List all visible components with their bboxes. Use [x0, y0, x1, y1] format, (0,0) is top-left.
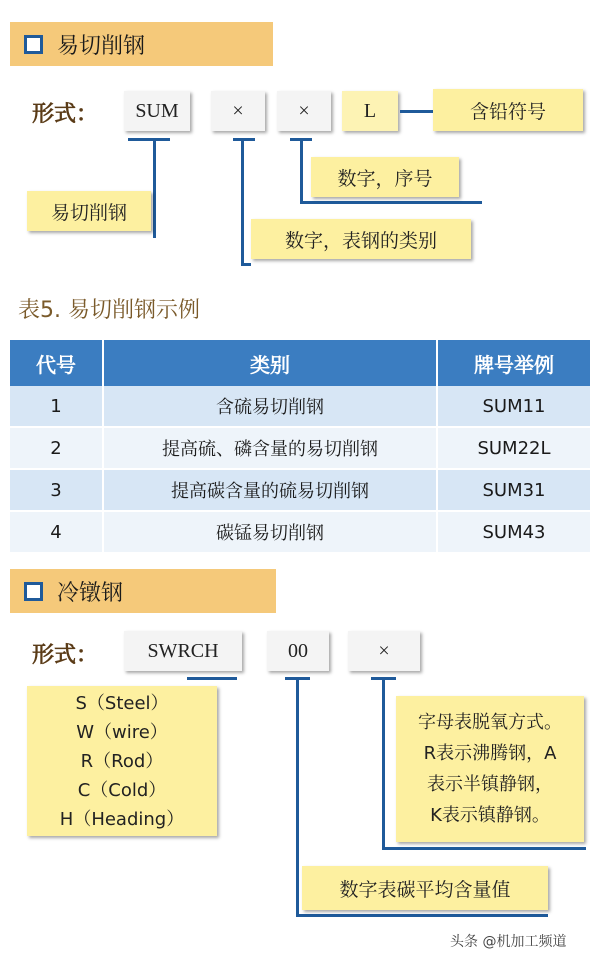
cell-code: 1 [10, 386, 103, 427]
letter-w: W（wire） [76, 721, 168, 743]
cell-code: 2 [10, 427, 103, 469]
cell-category: 碳锰易切削钢 [103, 511, 437, 553]
note-lead-symbol: 含铅符号 [433, 89, 583, 131]
deox-line: 表示半镇静钢， [427, 774, 553, 795]
note-steel-name: 易切削钢 [27, 191, 151, 231]
code-l: L [342, 91, 398, 131]
example-table [10, 340, 590, 554]
note-deoxidation [396, 696, 584, 842]
connector [241, 263, 251, 266]
form-label: 形式： [32, 102, 99, 127]
connector [296, 914, 548, 917]
code-x2: × [277, 91, 331, 131]
cell-code: 3 [10, 469, 103, 511]
section-title: 易切削钢 [57, 33, 146, 59]
code-sum: SUM [124, 91, 190, 131]
connector [153, 138, 156, 238]
cell-grade: SUM31 [437, 469, 590, 511]
connector [300, 201, 482, 204]
cell-grade: SUM22L [437, 427, 590, 469]
header-code: 代号 [10, 340, 103, 386]
cell-grade: SUM43 [437, 511, 590, 553]
form-label: 形式： [32, 643, 99, 668]
connector [382, 677, 385, 850]
cell-category: 提高碳含量的硫易切削钢 [103, 469, 437, 511]
cell-category: 含硫易切削钢 [103, 386, 437, 427]
deox-line: K表示镇静钢。 [430, 805, 550, 826]
table-header-row [10, 340, 590, 386]
table-row [10, 511, 590, 553]
letter-s: S（Steel） [75, 692, 169, 714]
connector [187, 677, 237, 680]
header-category: 类别 [103, 340, 437, 386]
header-grade: 牌号举例 [437, 340, 590, 386]
connector [233, 138, 255, 141]
connector [382, 847, 586, 850]
watermark: 头条 @机加工频道 [450, 934, 567, 950]
connector [128, 138, 170, 141]
connector [241, 138, 244, 266]
letter-c: C（Cold） [77, 779, 167, 801]
letter-h: H（Heading） [59, 808, 185, 830]
deox-line: 字母表脱氧方式。 [418, 712, 562, 733]
connector [400, 110, 433, 113]
code-00: 00 [267, 631, 329, 671]
square-bullet-icon [24, 582, 43, 601]
section-banner-free-cutting [10, 22, 273, 66]
connector [296, 677, 299, 917]
cell-grade: SUM11 [437, 386, 590, 427]
section-banner-cold-heading [10, 569, 276, 613]
note-sequence: 数字，序号 [311, 157, 459, 197]
table-row [10, 427, 590, 469]
table-row [10, 386, 590, 427]
square-bullet-icon [24, 35, 43, 54]
section-title: 冷镦钢 [57, 580, 124, 606]
code-x3: × [348, 631, 420, 671]
note-steel-type: 数字，表钢的类别 [251, 219, 471, 259]
code-x1: × [211, 91, 265, 131]
letter-r: R（Rod） [80, 750, 164, 772]
connector [300, 138, 303, 204]
table-caption: 表5. 易切削钢示例 [18, 298, 200, 323]
cell-code: 4 [10, 511, 103, 553]
note-carbon-content: 数字表碳平均含量值 [302, 866, 548, 910]
table-row [10, 469, 590, 511]
deox-line: R表示沸腾钢，A [423, 743, 557, 764]
code-swrch: SWRCH [124, 631, 242, 671]
note-letters [27, 686, 217, 836]
cell-category: 提高硫、磷含量的易切削钢 [103, 427, 437, 469]
